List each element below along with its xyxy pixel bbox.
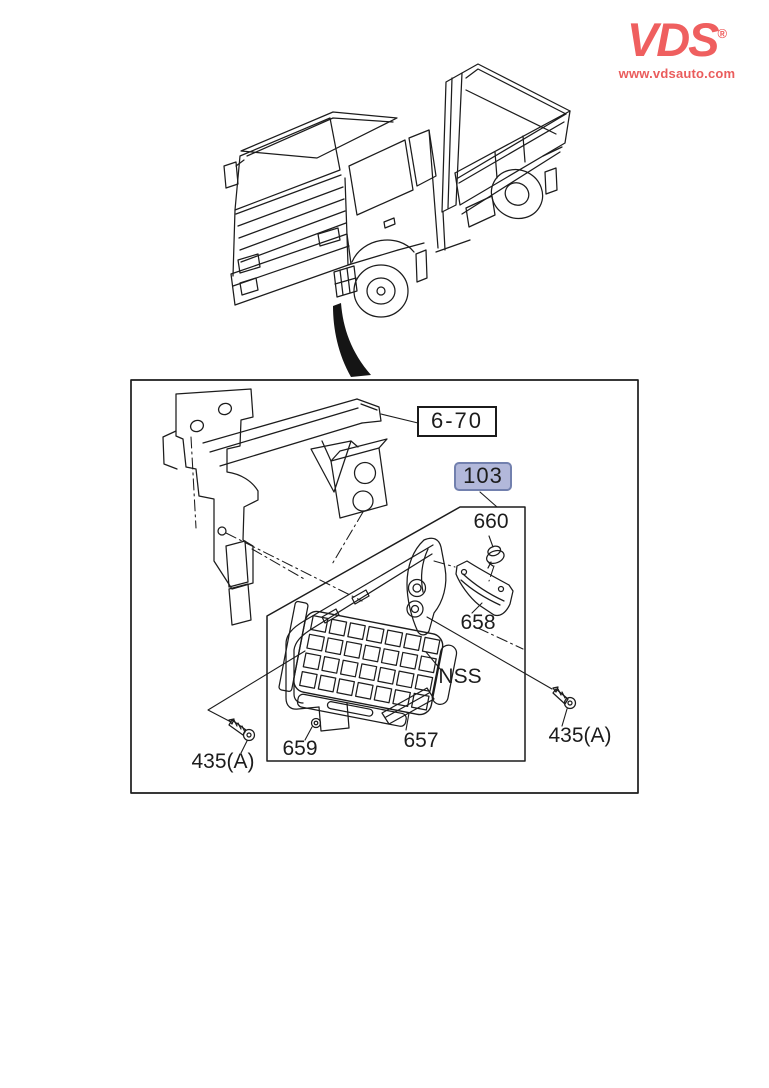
part-label-657: 657	[403, 729, 439, 752]
part-label-658: 658	[460, 611, 496, 634]
part-label-435A-left: 435(A)	[191, 750, 255, 773]
registered-mark: ®	[717, 26, 728, 41]
part-label-435A-right: 435(A)	[548, 724, 612, 747]
brand-logo	[597, 13, 757, 81]
brand-logo-text: VDS®	[626, 13, 728, 66]
highlighted-ref-103[interactable]: 103	[454, 462, 512, 491]
detail-pointer-arrow	[333, 303, 371, 377]
part-label-659: 659	[282, 737, 318, 760]
body-frame-structure	[163, 389, 387, 625]
part-label-660: 660	[473, 510, 509, 533]
part-label-nss: NSS	[438, 665, 482, 688]
truck-illustration	[224, 64, 570, 317]
ref-label-6-70[interactable]: 6-70	[417, 406, 497, 437]
brand-website-link[interactable]: www.vdsauto.com	[618, 66, 736, 81]
step-panel-assembly	[276, 538, 461, 734]
